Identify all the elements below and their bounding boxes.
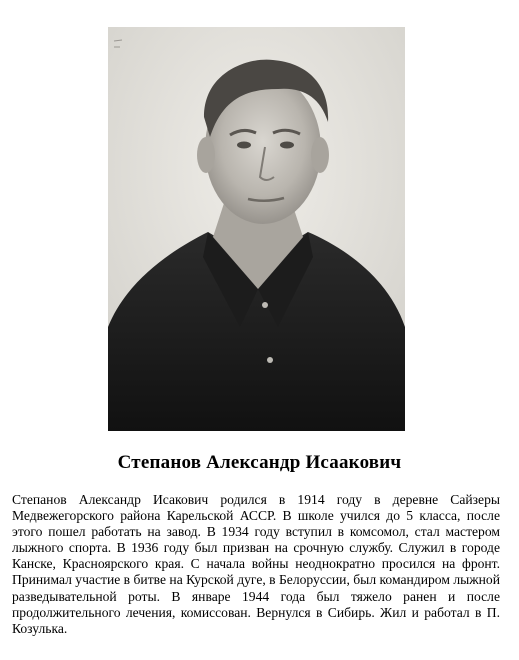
biography-text: Степанов Александр Исакович родился в 1914 году в деревне Сайзеры Медвежегорского района Карельской АССР. В школе учился до 5 класса, после этого пошел работать на завод. В 1934 году вступил в комсомол, стал мастером лыжного спорта. В 1936 году был призван на срочную службу. Служил в городе Канске, Красноярского края. С начала войны неоднократно просился на фронт. Принимал участие в битве на Курской дуге, в Белоруссии, был командиром лыжной разведывательной роты. В январе 1944 года был тяжело ранен и после продолжительного лечения, комиссован. Вернулся в Сибирь. Жил и работал в П. Козулька. <box>12 492 500 636</box>
portrait-photo <box>108 27 405 431</box>
portrait-drawing <box>108 27 405 431</box>
page-title: Степанов Александр Исаакович <box>117 452 402 473</box>
